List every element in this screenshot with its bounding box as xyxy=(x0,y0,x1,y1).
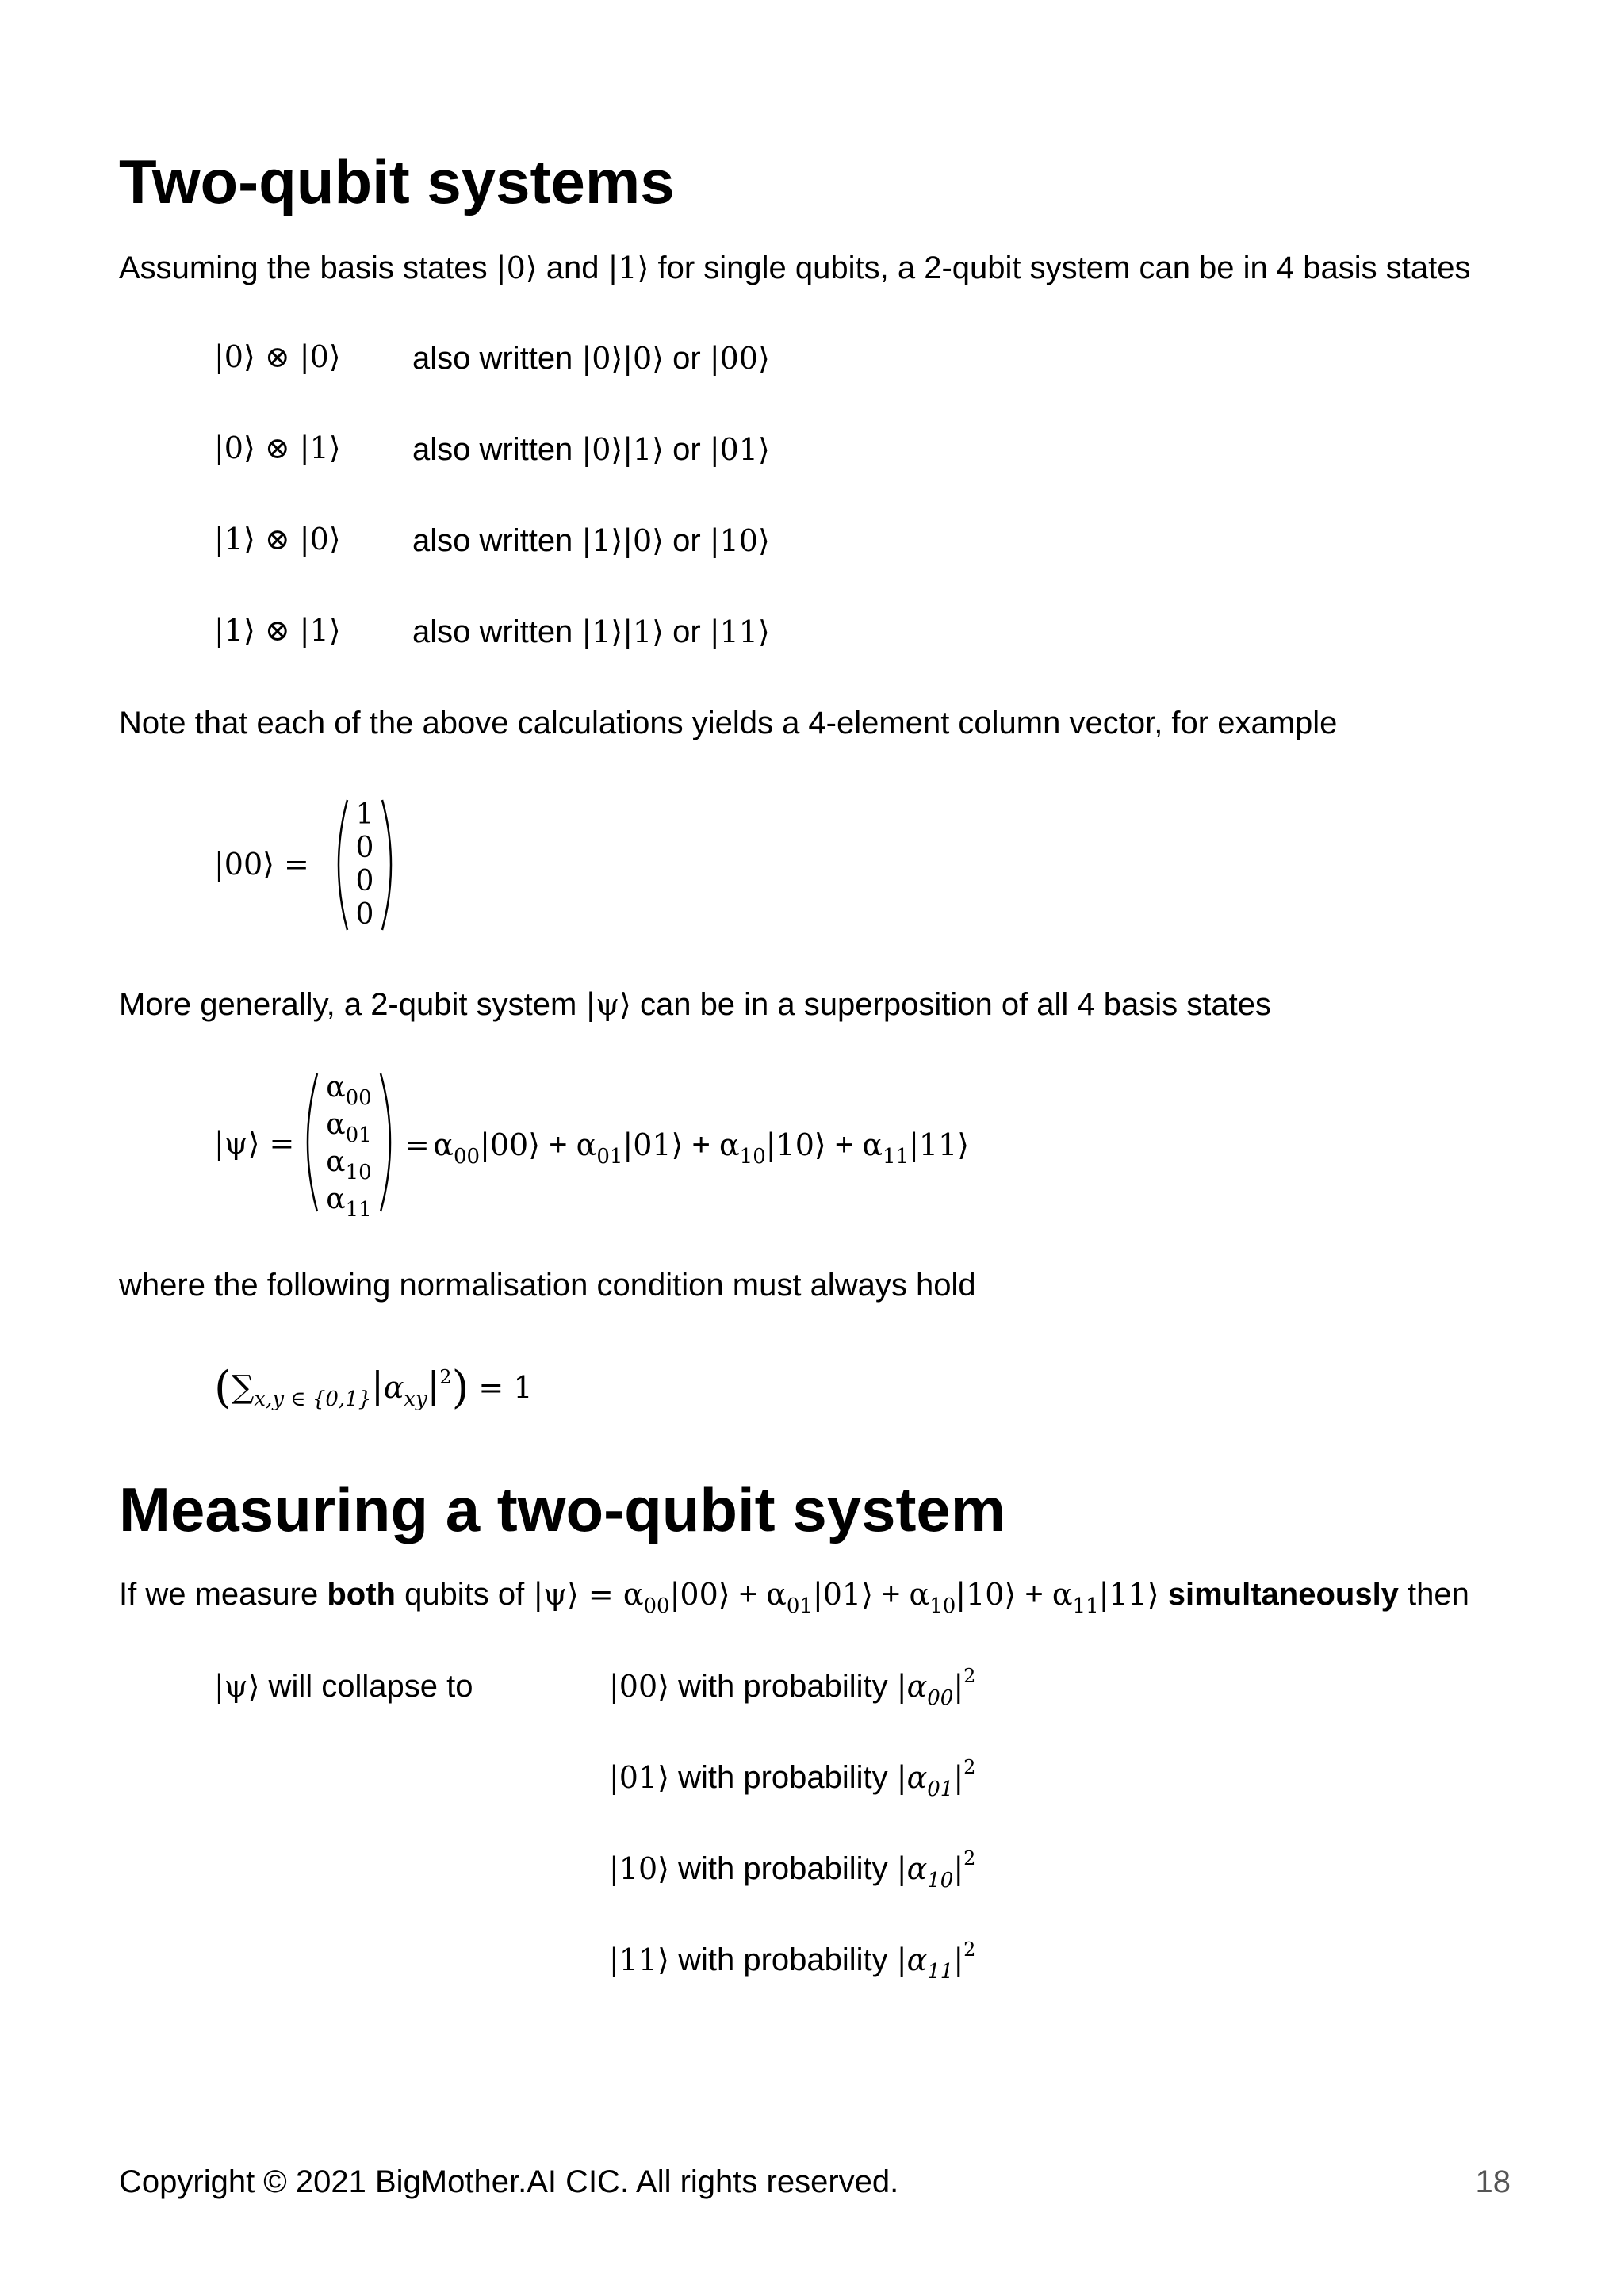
section-heading-two-qubit: Two-qubit systems xyxy=(119,147,675,216)
vector-entry: 1 xyxy=(355,798,374,831)
outcome-row: |11⟩ with probability $|\alpha_{11}|^2$ xyxy=(609,1938,976,1984)
ket-product: |1⟩|0⟩ xyxy=(581,523,665,558)
ket-product: |1⟩|1⟩ xyxy=(581,614,665,649)
also-written-text: also written xyxy=(412,614,582,649)
intro-text-1: Assuming the basis states xyxy=(119,251,496,285)
or-text: or xyxy=(664,341,710,376)
tensor-product: |0⟩ ⊗ |0⟩ xyxy=(214,339,341,374)
measure-paragraph: If we measure both qubits of |ψ⟩ = $\alpha_{00}|00⟩$ + $\alpha_{01}|01⟩$ + $\alpha_{10}|10⟩$ + $\alpha_{11}|11⟩$ simultaneously then xyxy=(119,1577,1469,1618)
ket-compact: |10⟩ xyxy=(709,523,770,558)
also-written-text: also written xyxy=(412,432,582,467)
or-text: or xyxy=(664,432,710,467)
tensor-product: |0⟩ ⊗ |1⟩ xyxy=(214,430,341,465)
outcome-row: |10⟩ with probability $|\alpha_{10}|^2$ xyxy=(609,1847,976,1892)
ket-1: |1⟩ xyxy=(607,251,649,285)
ket-psi: |ψ⟩ xyxy=(585,987,631,1022)
copyright-footer: Copyright © 2021 BigMother.AI CIC. All rights reserved. xyxy=(119,2164,899,2199)
page-number: 18 xyxy=(1475,2164,1511,2199)
psi-column-vector xyxy=(301,1070,396,1222)
general-paragraph xyxy=(119,985,1271,1024)
vector-entry: $\alpha_{01}$ xyxy=(326,1108,372,1147)
basis-row-alt xyxy=(412,613,770,651)
intro-text-3: for single qubits, a 2-qubit system can be in 4 basis states xyxy=(649,251,1471,285)
vector-entry: 0 xyxy=(355,898,374,931)
general-text-2: can be in a superposition of all 4 basis states xyxy=(630,987,1271,1022)
ket-compact: |01⟩ xyxy=(709,432,770,467)
column-vector xyxy=(333,797,396,933)
tensor-product: |1⟩ ⊗ |1⟩ xyxy=(214,613,341,648)
vector-entry: 0 xyxy=(355,832,374,864)
vector-entry: $\alpha_{11}$ xyxy=(326,1183,372,1222)
also-written-text: also written xyxy=(412,341,582,376)
basis-row-alt xyxy=(412,430,770,469)
collapse-label: |ψ⟩ will collapse to xyxy=(214,1669,473,1704)
ket-compact: |00⟩ xyxy=(709,341,770,376)
ket-product: |0⟩|0⟩ xyxy=(581,341,665,376)
vector-entry: 0 xyxy=(355,865,374,897)
note-paragraph: Note that each of the above calculations yields a 4-element column vector, for example xyxy=(119,706,1338,740)
normalisation-equation: (∑x,y ∈ {0,1}|αxy|2) = 1 xyxy=(214,1362,533,1414)
basis-row xyxy=(214,522,341,557)
also-written-text: also written xyxy=(412,523,582,558)
ket-product: |0⟩|1⟩ xyxy=(581,432,665,467)
outcome-row: |00⟩ with probability $|\alpha_{00}|^2$ xyxy=(609,1665,976,1710)
intro-paragraph xyxy=(119,249,1470,287)
basis-row xyxy=(214,339,341,374)
or-text: or xyxy=(664,614,710,649)
basis-row-alt xyxy=(412,522,770,560)
intro-text-2: and xyxy=(537,251,608,285)
vector-lhs: |00⟩ = xyxy=(214,847,309,882)
vector-entry: $\alpha_{10}$ xyxy=(326,1146,372,1184)
outcome-row: |01⟩ with probability $|\alpha_{01}|^2$ xyxy=(609,1756,976,1801)
vector-entry: $\alpha_{00}$ xyxy=(326,1071,372,1110)
basis-row xyxy=(214,613,341,648)
or-text: or xyxy=(664,523,710,558)
basis-row-alt xyxy=(412,339,770,377)
basis-row xyxy=(214,430,341,465)
ket-compact: |11⟩ xyxy=(709,614,770,649)
section-heading-measuring: Measuring a two-qubit system xyxy=(119,1475,1006,1544)
tensor-product: |1⟩ ⊗ |0⟩ xyxy=(214,522,341,557)
psi-lhs: |ψ⟩ = xyxy=(214,1126,295,1161)
norm-paragraph: where the following normalisation condition must always hold xyxy=(119,1268,976,1303)
psi-expansion: = α00|00⟩ + α01|01⟩ + α10|10⟩ + α11|11⟩ xyxy=(404,1127,970,1169)
general-text-1: More generally, a 2-qubit system xyxy=(119,987,586,1022)
ket-0: |0⟩ xyxy=(496,251,538,285)
